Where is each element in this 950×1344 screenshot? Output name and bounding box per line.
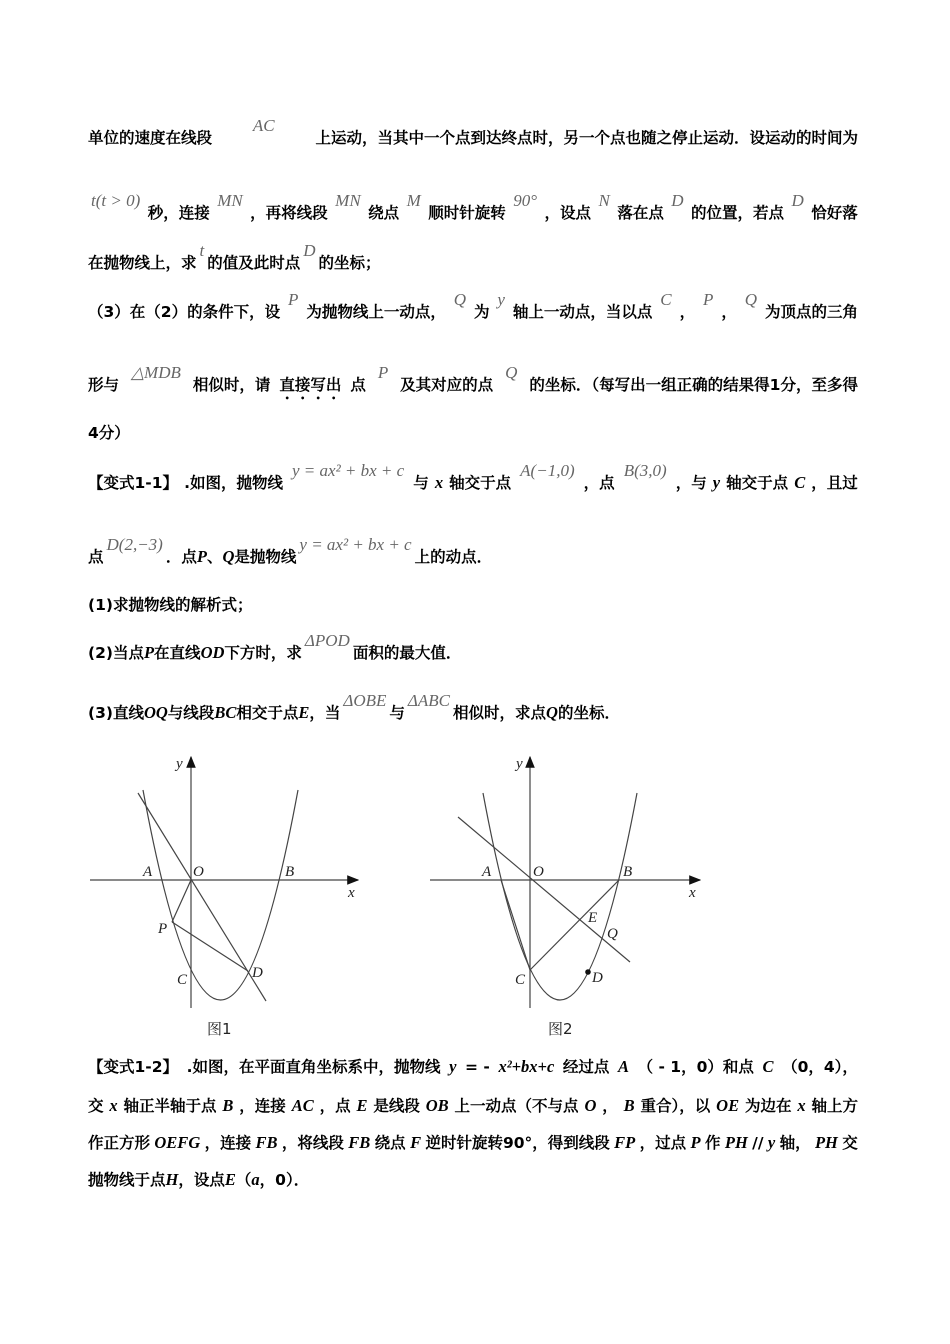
text-segment: OB xyxy=(425,1096,449,1115)
label-e: E xyxy=(588,910,598,926)
text-segment: y xyxy=(767,1133,776,1152)
text-segment: PH xyxy=(724,1133,748,1152)
math-formula: A(−1,0) xyxy=(520,461,575,480)
text-segment: 轴交于点 xyxy=(449,474,512,492)
text-segment: ，过点 xyxy=(639,1134,687,1152)
text-segment: 的坐标．（每写出一组正确的结果得1分，至多得 xyxy=(529,376,858,394)
math-formula: ΔOBE xyxy=(343,691,387,710)
text-segment: ．点 xyxy=(165,548,197,566)
text-segment: A xyxy=(617,1057,629,1076)
text-segment: O xyxy=(584,1096,597,1115)
text-segment: 点 xyxy=(350,376,366,394)
text-segment: （ - 1，0）和点 xyxy=(637,1058,754,1076)
text-segment: 上的动点． xyxy=(414,548,493,566)
label-x: x xyxy=(348,885,355,901)
text-segment: 的值及此时点 xyxy=(207,254,301,272)
segment-op xyxy=(172,880,191,922)
label-y: y xyxy=(176,756,183,772)
section-heading: 【变式1-1】 xyxy=(88,474,179,492)
text-segment: 重合），以 xyxy=(640,1097,711,1115)
text-segment: P xyxy=(690,1133,701,1152)
text-segment: 为抛物线上一动点， xyxy=(306,303,446,321)
label-x: x xyxy=(689,885,696,901)
label-b: B xyxy=(623,864,633,880)
text-segment: 、 xyxy=(206,548,223,566)
text-segment: ，将线段 xyxy=(281,1134,344,1152)
text-segment: C xyxy=(762,1057,774,1076)
text-segment: 轴上方 xyxy=(811,1097,858,1115)
text-segment: ，再将线段 xyxy=(250,204,328,222)
text-segment: 与 xyxy=(389,704,405,722)
text-segment: (2)当点 xyxy=(88,644,144,662)
text-segment: （0，4）， xyxy=(782,1058,858,1076)
text-segment: C xyxy=(794,473,806,492)
text-segment: 作正方形 xyxy=(88,1134,151,1152)
text-segment: .如图，在平面直角坐标系中，抛物线 xyxy=(186,1058,441,1076)
text-segment: FP xyxy=(614,1133,636,1152)
text-segment: P xyxy=(196,547,207,566)
text-segment: x xyxy=(109,1096,118,1115)
math-formula: AC xyxy=(252,116,275,135)
text-segment: AC xyxy=(291,1096,314,1115)
label-a: A xyxy=(143,864,153,880)
text-segment: ，点 xyxy=(583,474,615,492)
math-formula: 90° xyxy=(513,191,538,210)
math-formula: P xyxy=(703,290,714,309)
section-heading: 【变式1-2】 xyxy=(88,1058,179,1076)
text-segment: 上运动，当其中一个点到达终点时，另一个点也随之停止运动．设运动的时间为 xyxy=(315,129,858,147)
text-segment: 逆时针旋转90°，得到线段 xyxy=(425,1134,610,1152)
label-y: y xyxy=(516,756,523,772)
text-segment: Q xyxy=(546,703,558,722)
text-segment: y xyxy=(712,473,721,492)
text-segment: (1)求抛物线的解析式； xyxy=(88,596,253,614)
text-segment: 轴上一动点，当以点 xyxy=(512,303,653,321)
text-segment: ，设点 xyxy=(178,1171,225,1189)
segment-bc xyxy=(530,880,619,970)
math-formula: P xyxy=(377,363,389,382)
text-segment: BC xyxy=(214,703,237,722)
text-segment: = - xyxy=(465,1058,490,1076)
label-p: P xyxy=(158,921,168,937)
segment-ac xyxy=(501,880,530,970)
text-segment: 的坐标． xyxy=(557,704,620,722)
text-segment: ，设点 xyxy=(544,204,592,222)
text-segment: 与 xyxy=(413,474,429,492)
text-segment: 直接写出 xyxy=(279,376,342,394)
line-oq xyxy=(458,817,633,962)
text-segment: E xyxy=(356,1096,368,1115)
math-formula: P xyxy=(288,290,299,309)
math-formula: Q xyxy=(505,363,518,382)
text-segment: ， xyxy=(602,1097,618,1115)
figure-2-caption: 图2 xyxy=(548,1020,573,1038)
math-formula: C xyxy=(660,290,672,309)
text-segment: 轴， xyxy=(779,1134,811,1152)
text-segment: 上一动点（不与点 xyxy=(454,1097,579,1115)
text-segment: 恰好落 xyxy=(811,204,858,222)
text-segment: 下方时，求 xyxy=(224,644,302,662)
math-formula: t xyxy=(199,241,205,260)
text-segment: （ xyxy=(235,1171,252,1189)
text-segment: 为边在 xyxy=(744,1097,792,1115)
text-segment: 秒，连接 xyxy=(147,204,210,222)
text-segment: 相似时，求点 xyxy=(453,704,547,722)
text-segment: 在直线 xyxy=(154,644,201,662)
text-segment: 落在点 xyxy=(617,204,664,222)
figure-2 xyxy=(430,756,700,1038)
text-segment: 顺时针旋转 xyxy=(428,204,506,222)
math-formula: ΔABC xyxy=(407,691,451,710)
text-segment: 的位置，若点 xyxy=(691,204,785,222)
text-segment: F xyxy=(410,1133,422,1152)
text-segment: (3)直线 xyxy=(88,704,144,722)
text-segment: 抛物线于点 xyxy=(88,1171,166,1189)
math-formula: Q xyxy=(453,290,467,309)
text-segment: ，连接 xyxy=(204,1134,252,1152)
math-formula: t(t > 0) xyxy=(91,191,141,210)
math-formula: y = ax² + bx + c xyxy=(292,461,405,480)
text-segment: 与线段 xyxy=(167,704,215,722)
math-formula: D xyxy=(791,191,804,210)
text-segment: PH xyxy=(814,1133,838,1152)
math-formula: M xyxy=(406,191,421,210)
label-d: D xyxy=(592,970,603,986)
text-segment: E xyxy=(224,1170,236,1189)
text-segment: 相似时，请 xyxy=(192,376,271,394)
text-segment: FB xyxy=(255,1133,278,1152)
text-segment: 相交于点 xyxy=(236,704,299,722)
label-c: C xyxy=(515,972,526,988)
text-segment: ，0）． xyxy=(259,1171,310,1189)
figure-1 xyxy=(90,756,358,1038)
parabola xyxy=(143,790,298,1000)
text-segment: ， xyxy=(679,303,696,321)
text-segment: a xyxy=(251,1170,260,1189)
text-segment: x xyxy=(797,1096,806,1115)
text-segment: 形与 xyxy=(88,376,120,394)
text-segment: B xyxy=(222,1096,234,1115)
text-segment: ，连接 xyxy=(239,1097,286,1115)
text-segment: FB xyxy=(348,1133,371,1152)
math-formula: MN xyxy=(335,191,361,210)
text-segment: ，且过 xyxy=(811,474,858,492)
text-segment: 是抛物线 xyxy=(234,548,297,566)
text-segment: ，与 xyxy=(675,474,707,492)
text-segment: （3）在（2）的条件下，设 xyxy=(88,303,281,321)
text-segment: // xyxy=(752,1134,764,1152)
label-d: D xyxy=(252,965,263,981)
text-segment: E xyxy=(298,703,310,722)
text-segment: 在抛物线上，求 xyxy=(88,254,197,272)
text-segment: Q xyxy=(222,547,235,566)
text-segment: 是线段 xyxy=(373,1097,420,1115)
text-segment: y xyxy=(449,1057,457,1076)
text-segment: OE xyxy=(716,1096,740,1115)
math-formula: D xyxy=(303,241,316,260)
label-c: C xyxy=(177,972,188,988)
math-formula: B(3,0) xyxy=(623,461,667,480)
label-o: O xyxy=(193,864,204,880)
text-segment: 交 xyxy=(842,1134,858,1152)
text-segment: 轴正半轴于点 xyxy=(123,1097,217,1115)
math-formula: △MDB xyxy=(130,363,181,382)
text-segment: 单位的速度在线段 xyxy=(88,129,213,147)
text-segment: B xyxy=(623,1096,635,1115)
label-q: Q xyxy=(607,926,618,942)
text-segment: 点 xyxy=(88,548,104,566)
figure-1-caption: 图1 xyxy=(207,1020,232,1038)
text-segment: ，点 xyxy=(319,1097,351,1115)
text-segment: 4分） xyxy=(88,424,130,442)
math-formula: D(2,−3) xyxy=(106,535,163,554)
text-segment: 绕点 xyxy=(368,204,400,222)
text-segment: OQ xyxy=(143,703,168,722)
math-formula: MN xyxy=(217,191,243,210)
label-a: A xyxy=(482,864,492,880)
text-segment: 经过点 xyxy=(562,1058,610,1076)
text-segment: 面积的最大值． xyxy=(352,644,462,662)
math-formula: N xyxy=(598,191,610,210)
text-segment: ， xyxy=(721,303,737,321)
text-segment: 及其对应的点 xyxy=(400,376,494,394)
text-segment: H xyxy=(165,1170,179,1189)
text-segment: x xyxy=(434,473,444,492)
text-segment: ，当 xyxy=(309,704,341,722)
text-segment: 作 xyxy=(704,1134,721,1152)
math-formula: D xyxy=(671,191,684,210)
text-segment: .如图，抛物线 xyxy=(184,474,283,492)
segment-pd xyxy=(172,922,248,971)
text-segment: OEFG xyxy=(154,1133,201,1152)
math-formula: Q xyxy=(744,290,758,309)
point-d xyxy=(585,969,591,975)
text-segment: 为 xyxy=(473,303,490,321)
text-segment: OD xyxy=(200,643,225,662)
text-segment: 轴交于点 xyxy=(726,474,789,492)
label-o: O xyxy=(533,864,544,880)
text-segment: 的坐标； xyxy=(318,254,381,272)
math-formula: ΔPOD xyxy=(304,631,350,650)
math-formula: y xyxy=(497,290,505,309)
text-segment: x²+bx+c xyxy=(498,1057,555,1076)
label-b: B xyxy=(285,864,295,880)
text-segment: 绕点 xyxy=(374,1134,406,1152)
text-segment: P xyxy=(143,643,155,662)
math-formula: y = ax² + bx + c xyxy=(299,535,412,554)
text-segment: 交 xyxy=(88,1097,104,1115)
text-segment: 为顶点的三角 xyxy=(764,303,858,321)
